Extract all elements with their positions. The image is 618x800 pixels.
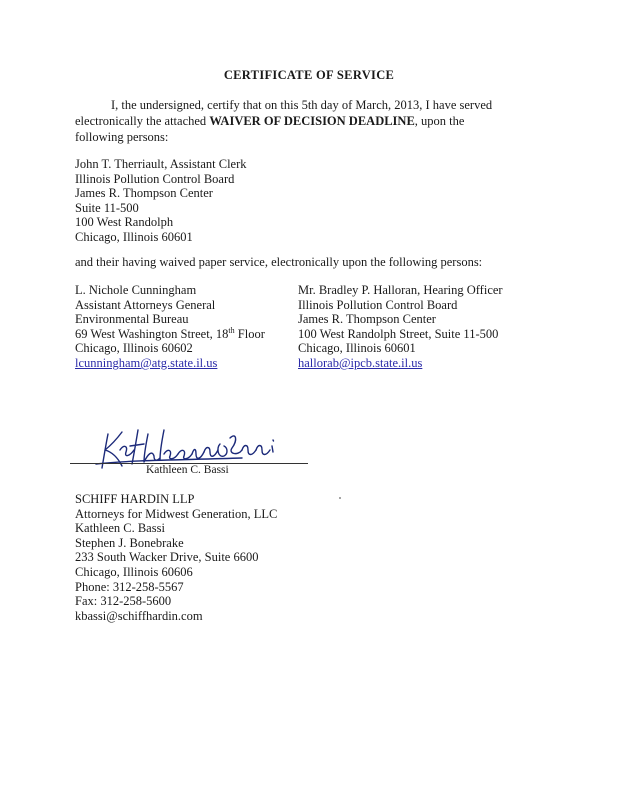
recipient-line: Illinois Pollution Control Board (75, 171, 235, 186)
contact-line: Mr. Bradley P. Halloran, Hearing Officer (298, 283, 503, 297)
firm-email[interactable]: kbassi@schiffhardin.com (75, 608, 203, 623)
intro-text-after: , upon the following persons: (75, 114, 465, 144)
contact-title: Assistant Attorneys General (75, 297, 216, 312)
recipient-line: James R. Thompson Center (75, 186, 213, 201)
scan-speck (339, 497, 341, 499)
right-contact-block (298, 283, 503, 371)
street-address-text: 69 West Washington Street, 18 (75, 326, 229, 341)
document-title: CERTIFICATE OF SERVICE (223, 68, 395, 82)
served-document-name: WAIVER OF DECISION DEADLINE (209, 114, 415, 128)
street-address-suffix: Floor (234, 326, 265, 341)
recipient-address-block (75, 157, 247, 245)
contact-name: L. Nichole Cunningham (75, 283, 197, 297)
firm-line: Kathleen C. Bassi (75, 521, 165, 536)
contact-line: James R. Thompson Center (298, 312, 436, 327)
paper-waiver-text: and their having waived paper service, electronically upon the following persons: (75, 255, 483, 269)
recipient-line: 100 West Randolph (75, 215, 174, 230)
ordinal-superscript: th (228, 325, 235, 335)
firm-line: Attorneys for Midwest Generation, LLC (75, 506, 278, 521)
contact-line: 100 West Randolph Street, Suite 11-500 (298, 326, 499, 341)
firm-fax: Fax: 312-258-5600 (75, 594, 172, 609)
firm-line: 233 South Wacker Drive, Suite 6600 (75, 550, 259, 565)
recipient-line: Chicago, Illinois 60601 (75, 229, 193, 244)
firm-line: SCHIFF HARDIN LLP (75, 492, 195, 506)
certification-paragraph (75, 97, 515, 145)
firm-line: Stephen J. Bonebrake (75, 535, 184, 550)
contact-email-link[interactable]: hallorab@ipcb.state.il.us (298, 355, 423, 370)
contact-email-link[interactable]: lcunningham@atg.state.il.us (75, 355, 218, 370)
recipient-line: John T. Therriault, Assistant Clerk (75, 157, 247, 171)
recipient-line: Suite 11-500 (75, 200, 139, 215)
signer-name: Kathleen C. Bassi (146, 464, 229, 476)
left-contact-block (75, 283, 265, 371)
contact-line: Chicago, Illinois 60601 (298, 341, 416, 356)
firm-address-block (75, 492, 277, 623)
contact-department: Environmental Bureau (75, 312, 189, 327)
contact-street-address (75, 327, 265, 342)
contact-line: Illinois Pollution Control Board (298, 297, 458, 312)
intro-text-before: I, the undersigned, certify that on this 5th day of March, 2013, I have served electronically the attached (75, 98, 493, 128)
contact-city: Chicago, Illinois 60602 (75, 341, 193, 356)
firm-phone: Phone: 312-258-5567 (75, 579, 184, 594)
firm-line: Chicago, Illinois 60606 (75, 564, 193, 579)
